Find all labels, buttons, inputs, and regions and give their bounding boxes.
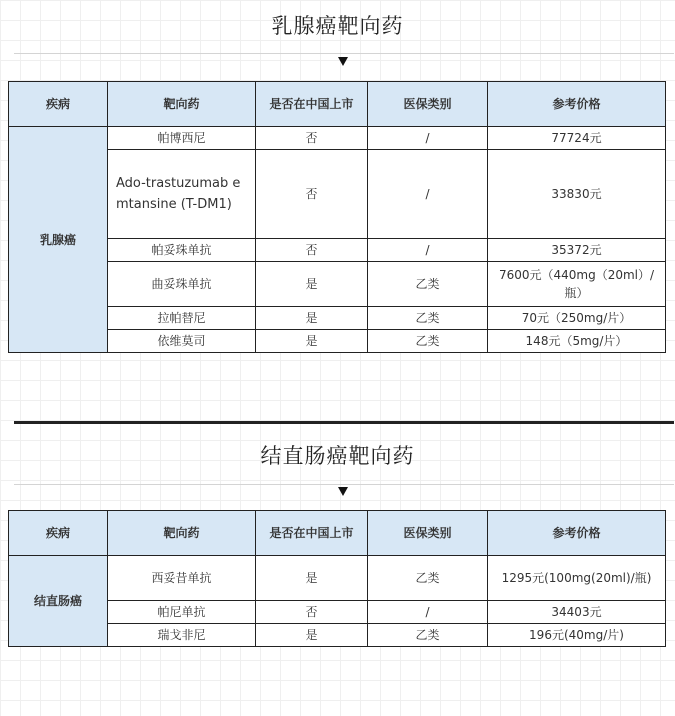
section-separator: [14, 421, 674, 424]
drug-cell: 帕博西尼: [108, 127, 256, 150]
disease-cell: 结直肠癌: [9, 556, 108, 647]
price-cell: 196元(40mg/片): [488, 624, 666, 647]
listed-cell: 否: [256, 239, 368, 262]
drug-cell: 拉帕替尼: [108, 307, 256, 330]
listed-cell: 是: [256, 556, 368, 601]
drug-cell: 西妥昔单抗: [108, 556, 256, 601]
divider-line: [14, 484, 674, 485]
table-row: [9, 330, 666, 353]
table-header-row: [9, 82, 666, 127]
price-cell: 148元（5mg/片）: [488, 330, 666, 353]
drug-cell: 帕尼单抗: [108, 601, 256, 624]
header-price: 参考价格: [488, 82, 666, 127]
listed-cell: 是: [256, 330, 368, 353]
insurance-cell: 乙类: [368, 262, 488, 307]
drug-cell: 曲妥珠单抗: [108, 262, 256, 307]
header-drug: 靶向药: [108, 82, 256, 127]
price-cell: 70元（250mg/片）: [488, 307, 666, 330]
drug-cell: 帕妥珠单抗: [108, 239, 256, 262]
table-row: [9, 624, 666, 647]
down-arrow-icon: [338, 57, 348, 66]
header-disease: 疾病: [9, 511, 108, 556]
drug-cell: 瑞戈非尼: [108, 624, 256, 647]
insurance-cell: /: [368, 150, 488, 239]
listed-cell: 否: [256, 127, 368, 150]
price-cell: 77724元: [488, 127, 666, 150]
table-row: [9, 556, 666, 601]
insurance-cell: 乙类: [368, 307, 488, 330]
header-disease: 疾病: [9, 82, 108, 127]
section-title-breast-cancer: 乳腺癌靶向药: [271, 14, 404, 38]
table-row: [9, 307, 666, 330]
listed-cell: 是: [256, 624, 368, 647]
listed-cell: 否: [256, 601, 368, 624]
listed-cell: 是: [256, 307, 368, 330]
table-row: [9, 150, 666, 239]
drug-cell: Ado-trastuzumab emtansine (T-DM1): [108, 150, 256, 239]
table-row: [9, 601, 666, 624]
price-cell: 1295元(100mg(20ml)/瓶): [488, 556, 666, 601]
insurance-cell: 乙类: [368, 330, 488, 353]
section-title-colorectal-cancer: 结直肠癌靶向药: [260, 444, 415, 468]
price-cell: 35372元: [488, 239, 666, 262]
table-row: [9, 239, 666, 262]
colorectal-cancer-table: [8, 510, 666, 647]
down-arrow-icon: [338, 487, 348, 496]
insurance-cell: 乙类: [368, 556, 488, 601]
header-listed: 是否在中国上市: [256, 511, 368, 556]
disease-cell: 乳腺癌: [9, 127, 108, 353]
insurance-cell: /: [368, 127, 488, 150]
breast-cancer-table: [8, 81, 666, 353]
header-insurance: 医保类别: [368, 511, 488, 556]
table-row: [9, 262, 666, 307]
divider-line: [14, 53, 674, 54]
price-cell: 7600元（440mg（20ml）/瓶）: [488, 262, 666, 307]
listed-cell: 否: [256, 150, 368, 239]
listed-cell: 是: [256, 262, 368, 307]
table-header-row: [9, 511, 666, 556]
header-price: 参考价格: [488, 511, 666, 556]
header-insurance: 医保类别: [368, 82, 488, 127]
price-cell: 34403元: [488, 601, 666, 624]
table-row: [9, 127, 666, 150]
header-drug: 靶向药: [108, 511, 256, 556]
drug-cell: 依维莫司: [108, 330, 256, 353]
header-listed: 是否在中国上市: [256, 82, 368, 127]
insurance-cell: 乙类: [368, 624, 488, 647]
insurance-cell: /: [368, 601, 488, 624]
insurance-cell: /: [368, 239, 488, 262]
price-cell: 33830元: [488, 150, 666, 239]
